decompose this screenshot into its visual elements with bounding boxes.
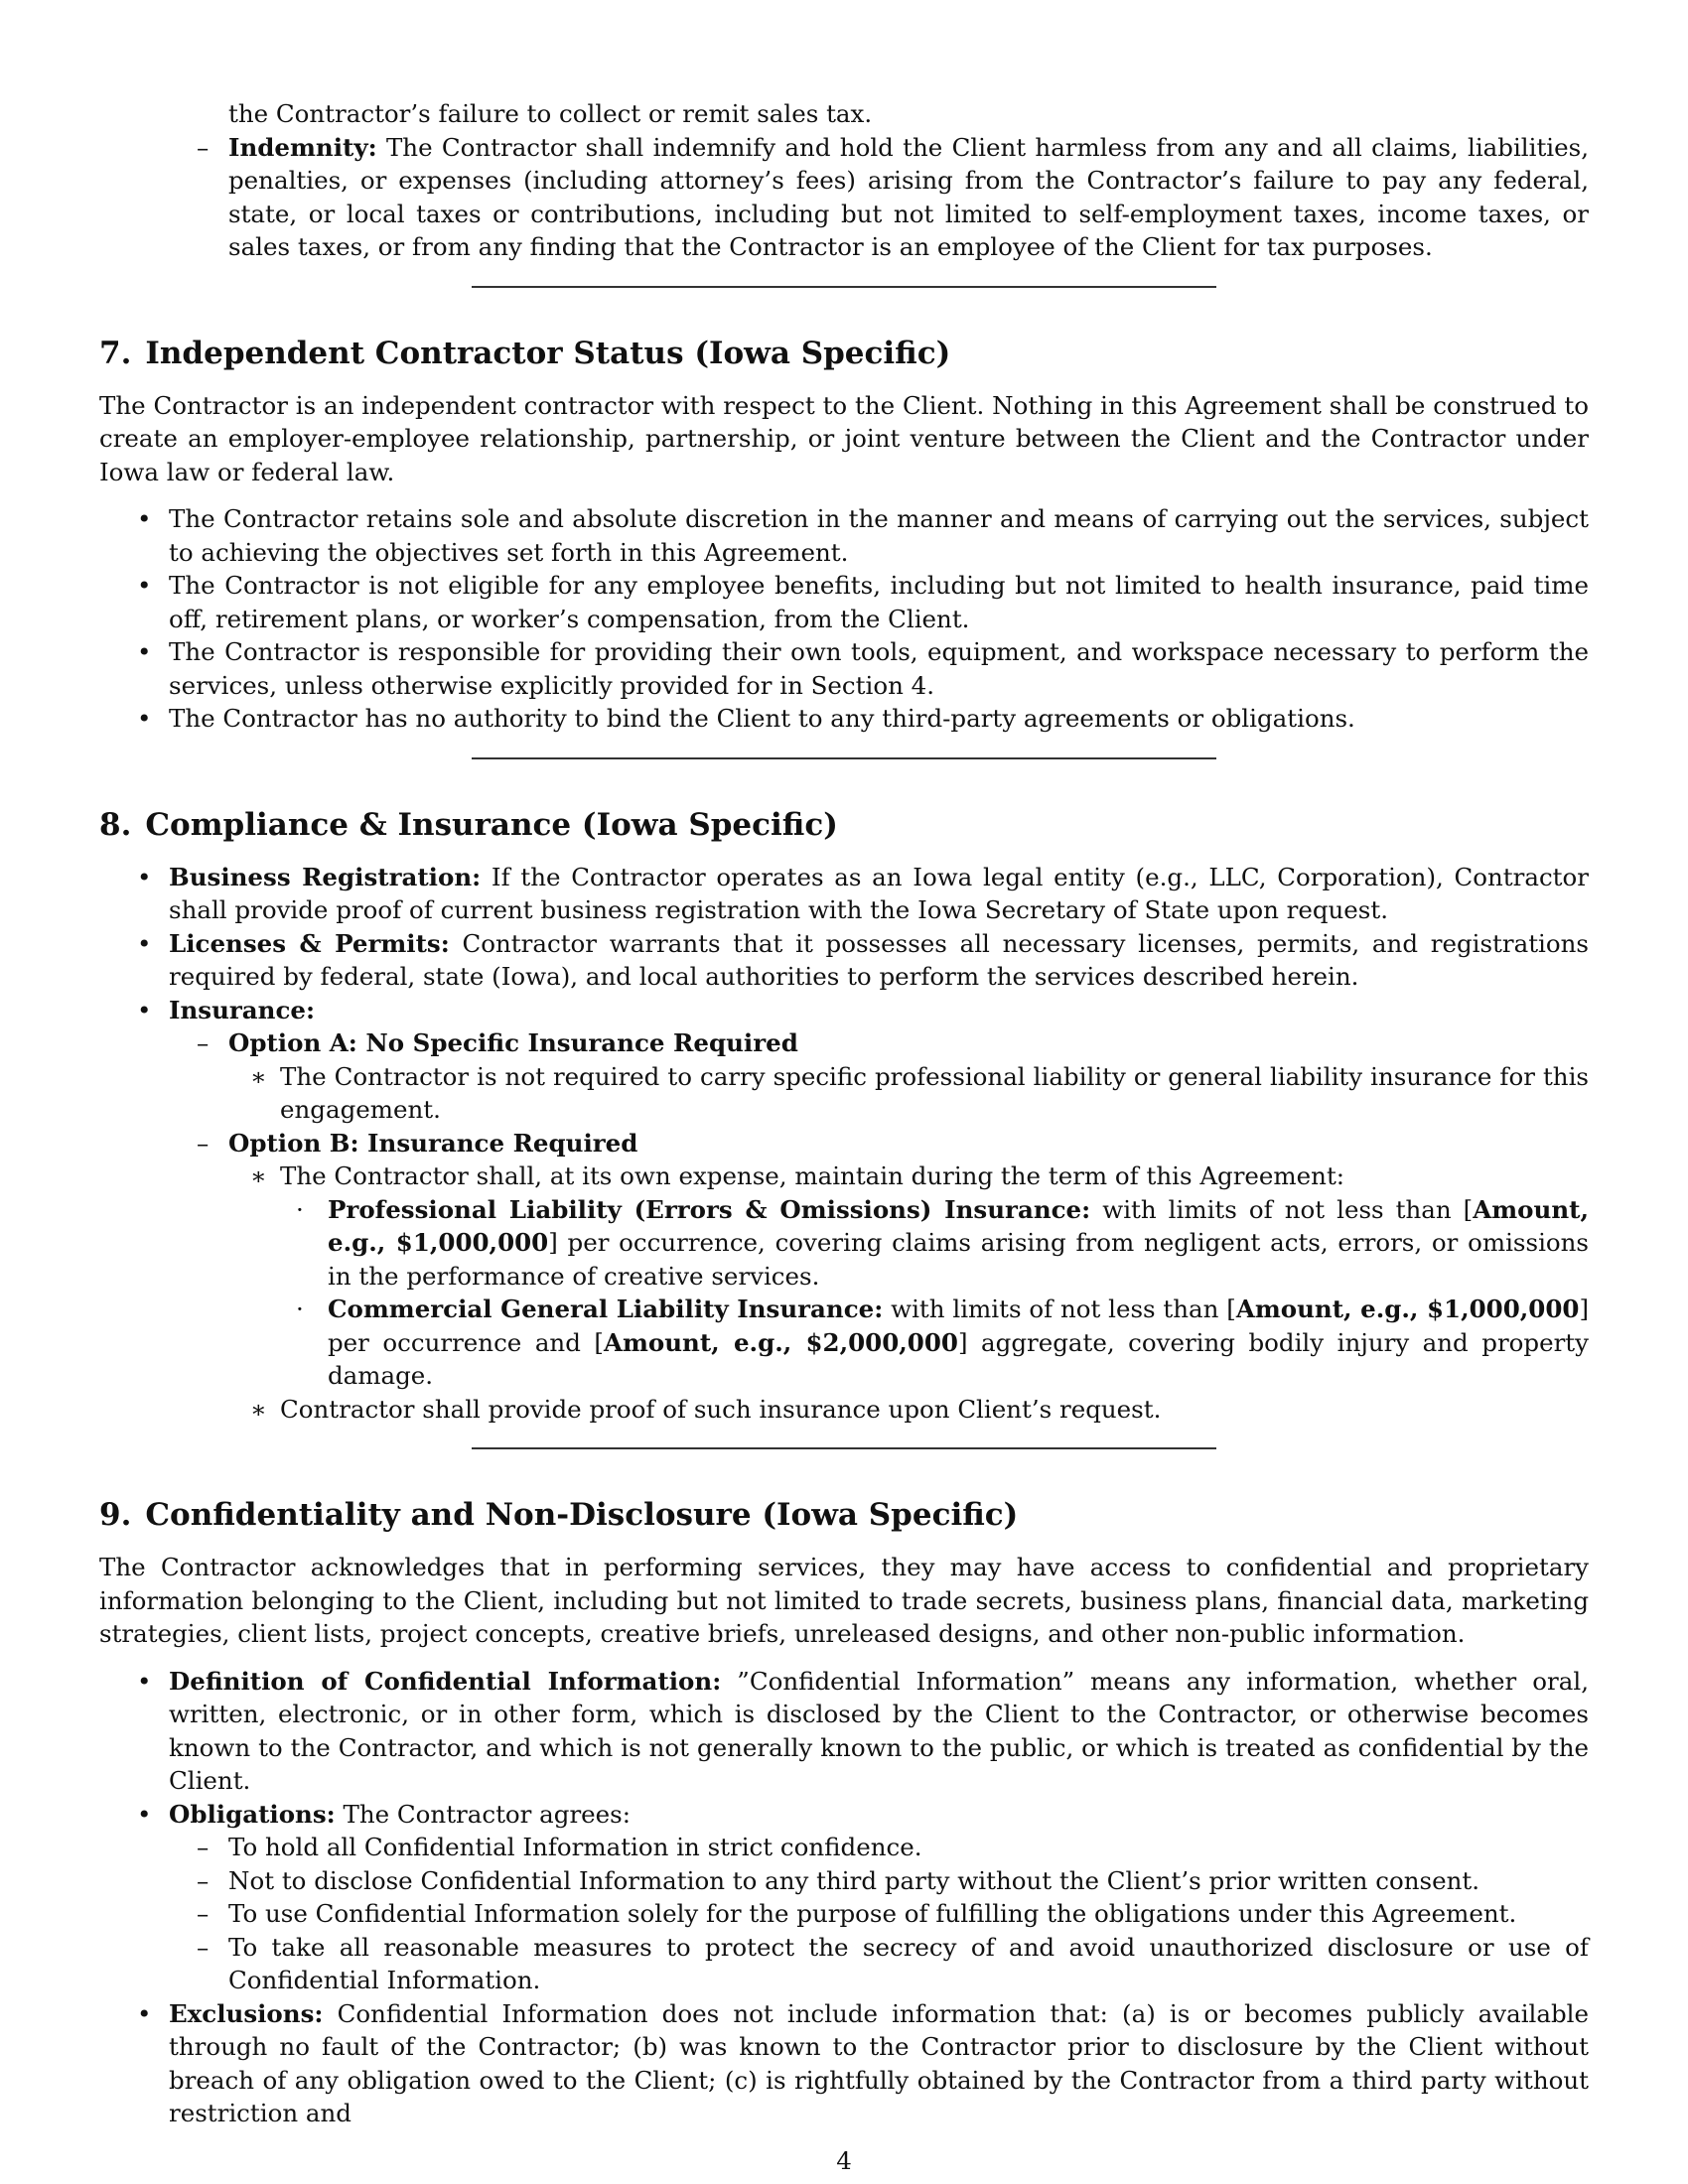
list-item-text: The Contractor is not eligible for any employee benefits, including but not limited to health insurance, paid time off, retirement plans, or worker’s compensation, from the Client.	[169, 571, 1589, 633]
section-divider	[472, 757, 1216, 759]
section-7-intro: The Contractor is an independent contractor with respect to the Client. Nothing in this Agreement shall be construed to create an employer-employee relationship, partnership, or joint venture between the Client and the Contractor under Iowa law or federal law.	[99, 390, 1589, 486]
cgl-label: Commercial General Liability Insurance:	[328, 1295, 884, 1323]
indemnity-text: The Contractor shall indemnify and hold the Client harmless from any and all claims, liabilities, penalties, or expenses (including attorney’s fees) arising from the Contractor’s failure to pay any federal, state, or local taxes or contributions, including but not limited to self-employment taxes, income taxes, or sales taxes, or from any finding that the Contractor is an employee of the Client for tax purposes.	[228, 132, 1589, 261]
list-item	[99, 1060, 1589, 1127]
section-number: 8.	[99, 806, 132, 843]
list-item	[99, 1831, 1589, 1864]
bullet-marker: •	[137, 995, 152, 1024]
bullet-marker: •	[137, 571, 152, 600]
obligation-text: To hold all Confidential Information in strict confidence.	[228, 1833, 922, 1861]
bullet-marker: •	[137, 1666, 152, 1696]
option-b-label: Option B: Insurance Required	[228, 1128, 638, 1158]
asterisk-marker: ∗	[250, 1161, 267, 1190]
asterisk-marker: ∗	[250, 1061, 267, 1091]
bullet-marker: •	[137, 704, 152, 733]
section-number: 9.	[99, 1497, 132, 1533]
registration-label: Business Registration:	[169, 862, 482, 891]
section-9-list	[99, 1665, 1589, 1832]
dash-marker: –	[197, 1128, 210, 1158]
obligations-list	[99, 1831, 1589, 1997]
list-item	[99, 861, 1589, 927]
list-item	[99, 702, 1589, 736]
list-item	[99, 502, 1589, 569]
obligation-text: To take all reasonable measures to protect the secrecy of and avoid unauthorized disclosure or use of Confidential Information.	[228, 1932, 1589, 1994]
list-item	[99, 1798, 1589, 1832]
list-item	[99, 1665, 1589, 1798]
obligations-label: Obligations:	[169, 1799, 336, 1829]
dash-marker: –	[197, 1028, 210, 1057]
pl-text: with limits of not less than [	[1090, 1194, 1474, 1224]
section-title: Confidentiality and Non-Disclosure (Iowa Specific)	[145, 1497, 1019, 1533]
pl-text: ] per occurrence, covering claims arising from negligent acts, errors, or omissions in the performance of creative services.	[328, 1228, 1590, 1291]
cgl-text: with limits of not less than [	[883, 1295, 1236, 1323]
section-divider	[472, 1447, 1216, 1449]
bullet-marker: •	[137, 862, 152, 891]
bullet-marker: •	[137, 1799, 152, 1829]
dash-marker: –	[197, 1865, 210, 1895]
section-title: Compliance & Insurance (Iowa Specific)	[145, 806, 838, 843]
section-number: 7.	[99, 335, 132, 371]
dash-marker: –	[197, 1932, 210, 1962]
dash-marker: –	[197, 1833, 210, 1861]
section-8-heading	[99, 805, 1589, 845]
list-item	[99, 1026, 1589, 1060]
bullet-marker: •	[137, 637, 152, 666]
dot-marker: ·	[296, 1295, 304, 1323]
list-item-text: The Contractor has no authority to bind the Client to any third-party agreements or obligations.	[169, 704, 1355, 733]
definition-text: ”Confidential Information” means any information, whether oral, written, electronic, or in other form, which is disclosed by the Client to the Contractor, or otherwise becomes known to the Contractor, and which is not generally known to the public, or which is treated as confidential by the Client.	[169, 1666, 1590, 1795]
licenses-label: Licenses & Permits:	[169, 928, 450, 958]
exclusions-label: Exclusions:	[169, 1998, 324, 2028]
registration-text: If the Contractor operates as an Iowa legal entity (e.g., LLC, Corporation), Contractor shall provide proof of current business registration with the Iowa Secretary of State upon request.	[169, 862, 1589, 924]
section-7-list	[99, 502, 1589, 736]
indemnity-label: Indemnity:	[228, 132, 377, 162]
licenses-text: Contractor warrants that it possesses all necessary licenses, permits, and registrations required by federal, state (Iowa), and local authorities to perform the services described herein.	[169, 928, 1589, 991]
insurance-label: Insurance:	[169, 995, 316, 1024]
section-8-list	[99, 861, 1589, 1027]
option-a-text: The Contractor is not required to carry specific professional liability or general liability insurance for this engagement.	[280, 1061, 1589, 1124]
list-item	[99, 1393, 1589, 1427]
list-item	[99, 1293, 1589, 1393]
obligation-text: To use Confidential Information solely for the purpose of fulfilling the obligations under this Agreement.	[228, 1899, 1517, 1928]
insurance-options	[99, 1026, 1589, 1060]
exclusions-text: Confidential Information does not include information that: (a) is or becomes publicly available through no fault of the Contractor; (b) was known to the Contractor prior to disclosure by the Client without breach of any obligation owed to the Client; (c) is rightfully obtained by the Contractor from a third party without restriction and	[169, 1998, 1589, 2127]
section-divider	[472, 286, 1216, 288]
option-a-list	[99, 1060, 1589, 1127]
dash-marker: –	[197, 1899, 210, 1928]
list-item	[99, 1931, 1589, 1997]
definition-label: Definition of Confidential Information:	[169, 1666, 722, 1696]
list-item	[99, 131, 1589, 264]
list-item	[99, 927, 1589, 994]
list-item-text: The Contractor retains sole and absolute discretion in the manner and means of carrying out the services, subject to achieving the objectives set forth in this Agreement.	[169, 504, 1589, 567]
insurance-options	[99, 1127, 1589, 1160]
section-9-list	[99, 1997, 1589, 2130]
list-item	[99, 1160, 1589, 1193]
tax-sublist	[99, 97, 1589, 264]
page-number: 4	[836, 2146, 852, 2175]
proof-text: Contractor shall provide proof of such insurance upon Client’s request.	[280, 1394, 1162, 1424]
asterisk-marker: ∗	[250, 1394, 267, 1424]
cgl-amount: Amount, e.g., $2,000,000	[603, 1327, 958, 1357]
cgl-amount: Amount, e.g., $1,000,000	[1235, 1295, 1580, 1323]
option-a-label: Option A: No Specific Insurance Required	[228, 1028, 798, 1057]
bullet-marker: •	[137, 504, 152, 533]
list-item	[99, 1193, 1589, 1294]
list-item	[99, 1897, 1589, 1931]
list-item	[99, 1127, 1589, 1160]
section-9-heading	[99, 1495, 1589, 1535]
cgl-text: ] per occurrence and [	[328, 1295, 1589, 1357]
list-item-text: The Contractor is responsible for providing their own tools, equipment, and workspace necessary to perform the services, unless otherwise explicitly provided for in Section 4.	[169, 637, 1589, 700]
list-item	[99, 1997, 1589, 2130]
section-title: Independent Contractor Status (Iowa Specific)	[145, 335, 951, 371]
pl-label: Professional Liability (Errors & Omissions) Insurance:	[328, 1194, 1091, 1224]
cgl-text: ] aggregate, covering bodily injury and property damage.	[328, 1327, 1589, 1390]
list-item	[99, 635, 1589, 702]
dash-marker: –	[197, 132, 210, 162]
option-b-list	[99, 1393, 1589, 1427]
option-b-text: The Contractor shall, at its own expense, maintain during the term of this Agreement:	[280, 1161, 1345, 1190]
insurance-types	[99, 1193, 1589, 1393]
obligation-text: Not to disclose Confidential Information to any third party without the Client’s prior written consent.	[228, 1865, 1479, 1895]
list-item	[99, 569, 1589, 635]
list-item	[99, 97, 1589, 131]
section-9-intro: The Contractor acknowledges that in performing services, they may have access to confidential and proprietary information belonging to the Client, including but not limited to trade secrets, business plans, financial data, marketing strategies, client lists, project concepts, creative briefs, unreleased designs, and other non-public information.	[99, 1553, 1589, 1648]
section-7-heading	[99, 334, 1589, 373]
continued-text: the Contractor’s failure to collect or remit sales tax.	[228, 99, 873, 128]
list-item	[99, 994, 1589, 1027]
pl-amount: Amount, e.g., $1,000,000	[328, 1194, 1589, 1257]
option-b-list	[99, 1160, 1589, 1193]
dot-marker: ·	[296, 1194, 304, 1224]
bullet-marker: •	[137, 1998, 152, 2028]
bullet-marker: •	[137, 928, 152, 958]
list-item	[99, 1864, 1589, 1898]
obligations-text: The Contractor agrees:	[335, 1799, 631, 1829]
